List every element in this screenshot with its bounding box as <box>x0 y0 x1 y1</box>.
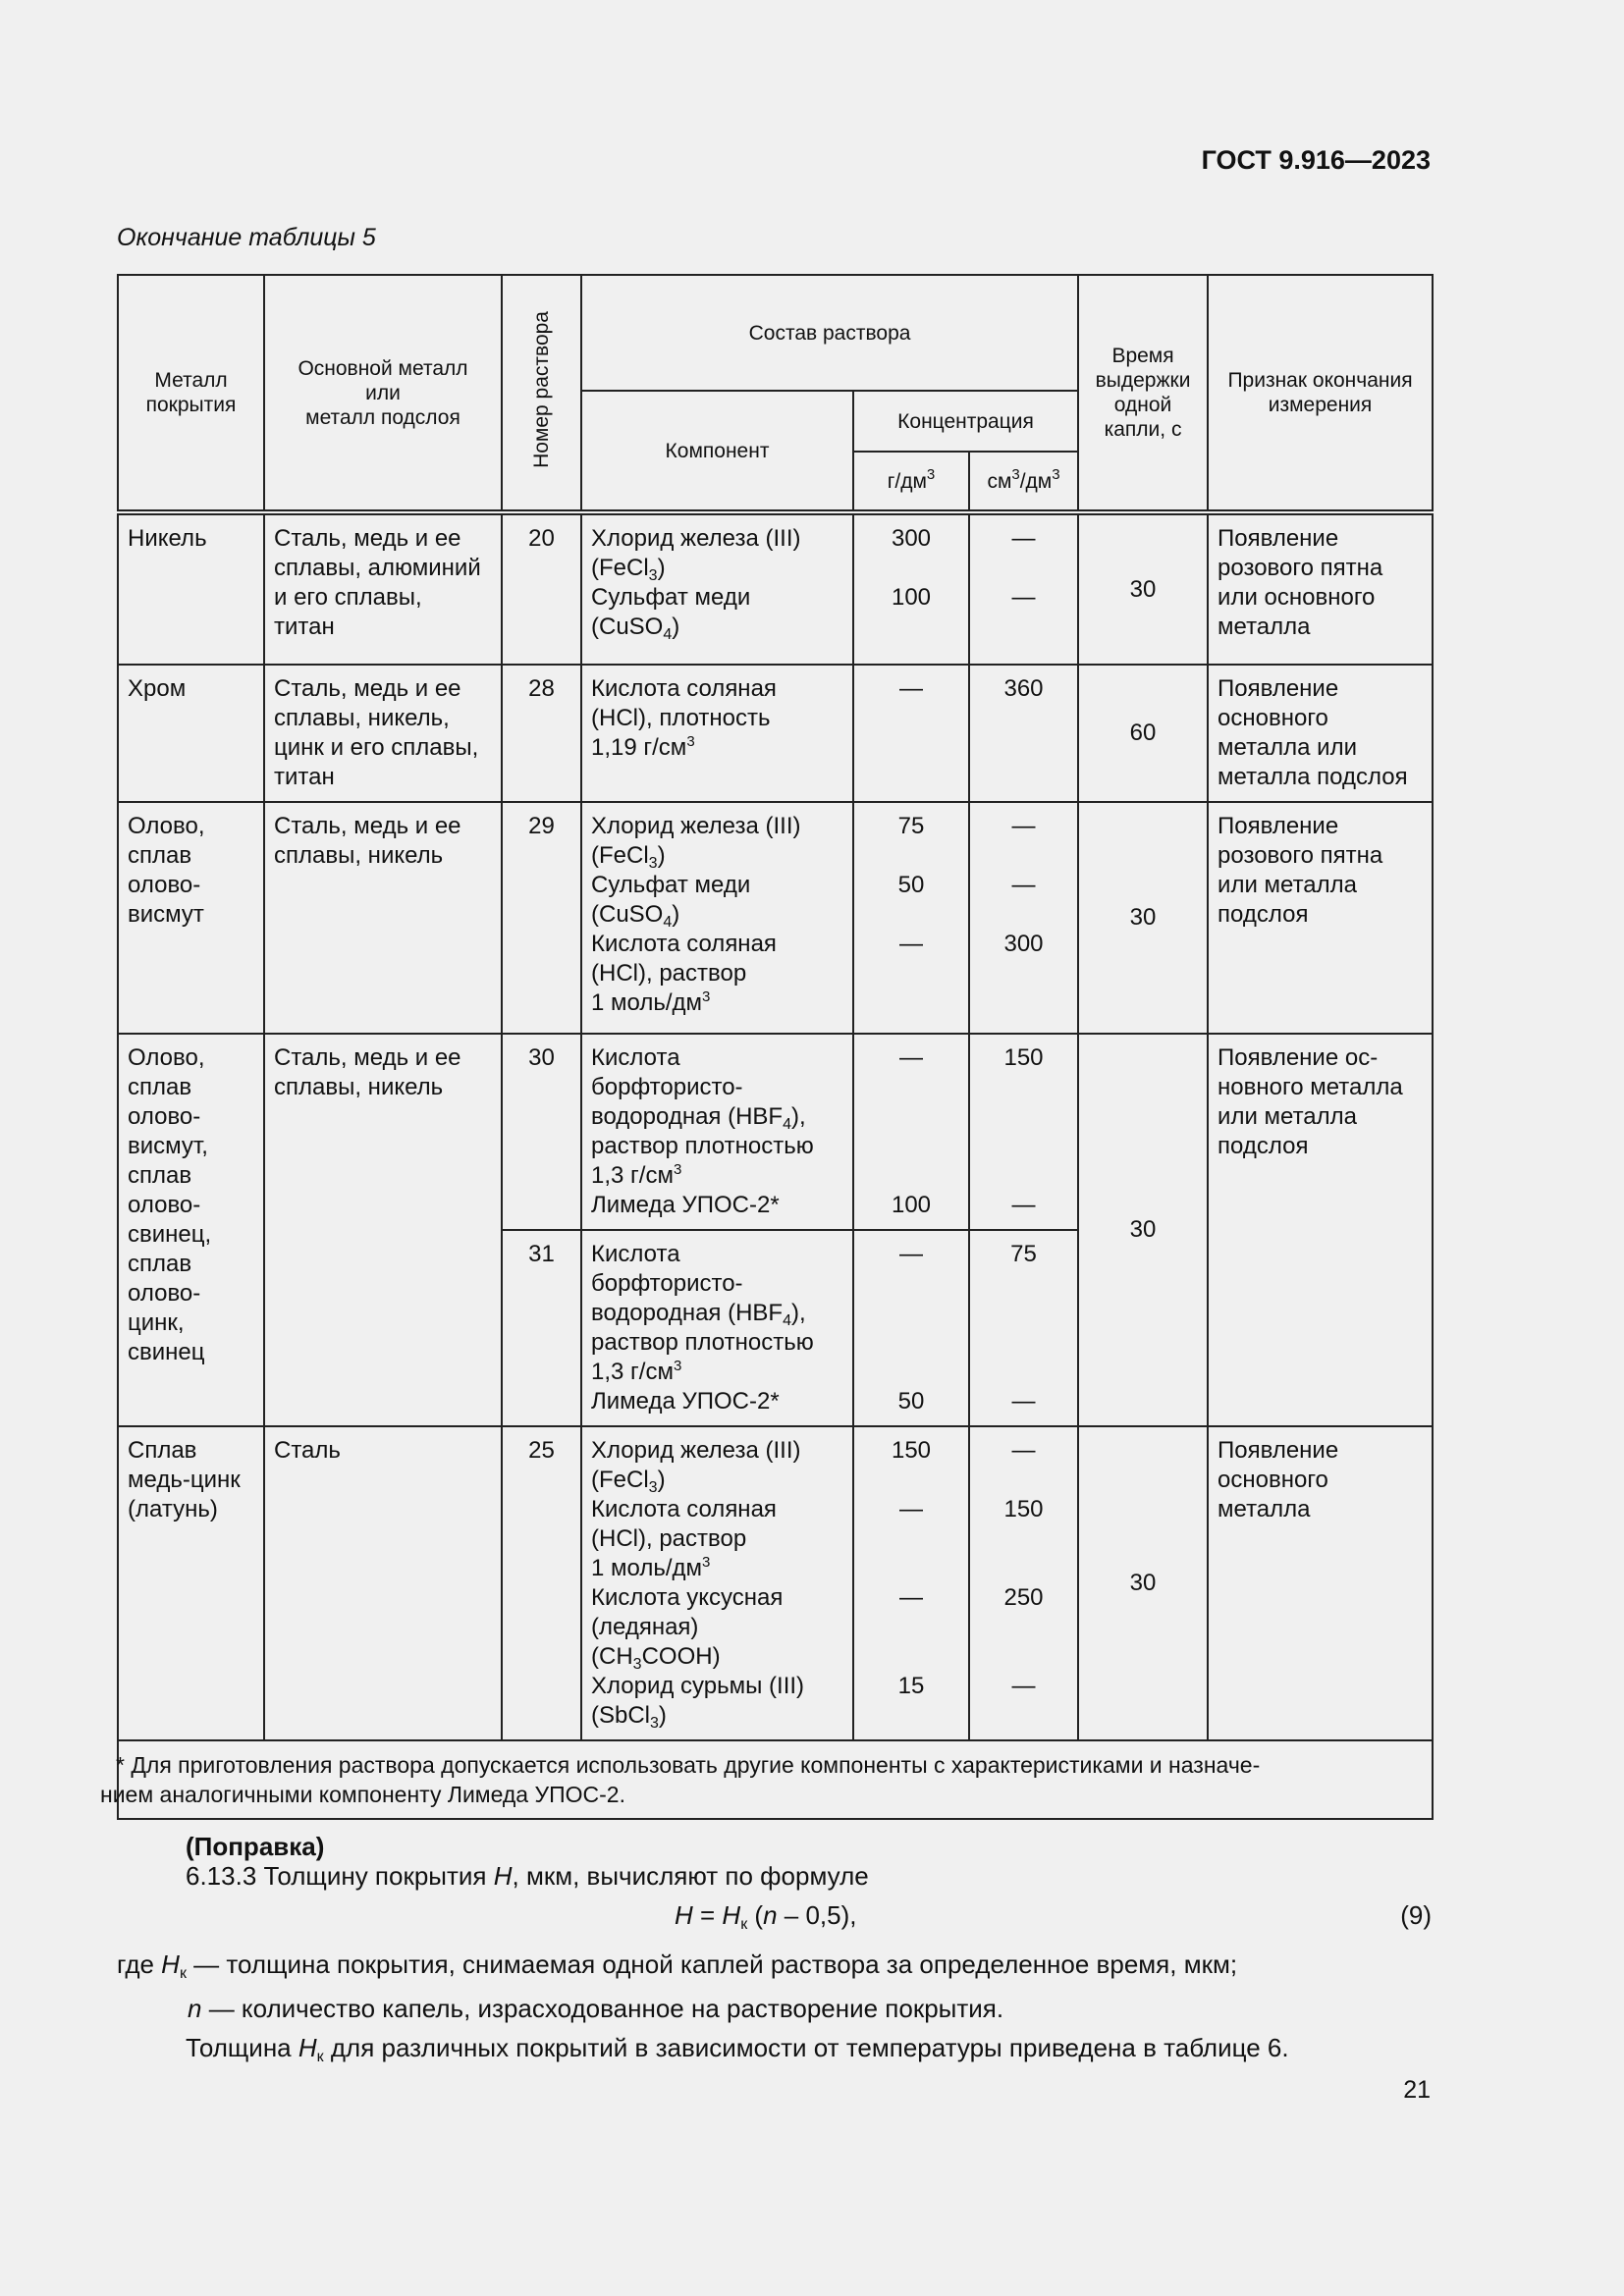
concentration-cm-cell: — — <box>969 512 1078 665</box>
concentration-cm-cell: 360 <box>969 665 1078 802</box>
table-footnote-row <box>118 1740 1433 1819</box>
header-solution-composition: Состав раствора <box>581 275 1078 391</box>
end-sign-cell: Появление розового пятна или металла подслоя <box>1208 802 1433 1034</box>
solution-number-cell: 25 <box>502 1426 581 1740</box>
hold-time-cell: 30 <box>1078 1034 1208 1426</box>
coating-metal-cell: Олово, сплав олово- висмут <box>118 802 264 1034</box>
base-metal-cell: Сталь, медь и ее сплавы, никель <box>264 1034 502 1426</box>
table-footnote: * Для приготовления раствора допускается использовать другие компоненты с характеристиками и назначе- нием аналогичными компоненту Лимеда УПОС-2. <box>118 1740 1433 1819</box>
concentration-g-cell: 75 50 — <box>853 802 969 1034</box>
end-sign-cell: Появление основного металла или металла подслоя <box>1208 665 1433 802</box>
hold-time-cell: 30 <box>1078 512 1208 665</box>
page-number: 21 <box>1403 2076 1431 2104</box>
component-cell: Хлорид железа (III) (FeCl$_3$) Сульфат меди (CuSO$_4$) <box>581 512 853 665</box>
end-sign-cell: Появление основного металла <box>1208 1426 1433 1740</box>
header-coating-metal: Металл покрытия <box>118 275 264 512</box>
header-hold-time: Время выдержки одной капли, с <box>1078 275 1208 512</box>
table-row <box>118 802 1433 1034</box>
component-cell: Хлорид железа (III) (FeCl$_3$) Кислота соляная (HCl), раствор 1 моль/$дм^3$ Кислота уксусная (ледяная) $(CH_3COOH)$ Хлорид сурьмы (III) (SbCl$_3$) <box>581 1426 853 1740</box>
header-concentration: Концентрация <box>853 391 1078 452</box>
solution-number-cell: 28 <box>502 665 581 802</box>
component-cell: Кислота борфтористо- водородная $(HBF_4)$, раствор плотностью 1,3 $г/см^3$ Лимеда УПОС-2* <box>581 1034 853 1230</box>
component-cell: Кислота борфтористо- водородная $(HBF_4)$, раствор плотностью 1,3 $г/см^3$ Лимеда УПОС-2* <box>581 1230 853 1426</box>
concentration-cm-cell: — 150 250 — <box>969 1426 1078 1740</box>
header-base-metal: Основной металл или металл подслоя <box>264 275 502 512</box>
base-metal-cell: Сталь, медь и ее сплавы, алюминий и его сплавы, титан <box>264 512 502 665</box>
solution-number-cell: 30 <box>502 1034 581 1230</box>
component-cell: Хлорид железа (III) (FeCl$_3$) Сульфат меди (CuSO$_4$) Кислота соляная (HCl), раствор 1 моль/$дм^3$ <box>581 802 853 1034</box>
table-caption: Окончание таблицы 5 <box>117 224 376 251</box>
concentration-g-cell: — 100 <box>853 1034 969 1230</box>
base-metal-cell: Сталь <box>264 1426 502 1740</box>
standard-number: ГОСТ 9.916—2023 <box>1201 145 1431 175</box>
solution-number-cell: 29 <box>502 802 581 1034</box>
header-solution-number: Номер раствора <box>502 275 581 512</box>
table-row <box>118 1034 1433 1230</box>
concentration-g-cell: 150 — — 15 <box>853 1426 969 1740</box>
header-end-sign: Признак окончания измерения <box>1208 275 1433 512</box>
header-component: Компонент <box>581 391 853 512</box>
header-unit-cm3-dm3: $см^3/дм^3$ <box>969 452 1078 512</box>
hold-time-cell: 30 <box>1078 802 1208 1034</box>
concentration-g-cell: — <box>853 665 969 802</box>
end-sign-cell: Появление розового пятна или основного металла <box>1208 512 1433 665</box>
equation-number: (9) <box>1400 1900 1432 1930</box>
end-sign-cell: Появление ос- новного металла или металла подслоя <box>1208 1034 1433 1426</box>
concentration-cm-cell: — — 300 <box>969 802 1078 1034</box>
concentration-g-cell: 300 100 <box>853 512 969 665</box>
coating-metal-cell: Сплав медь-цинк (латунь) <box>118 1426 264 1740</box>
table-row <box>118 1426 1433 1740</box>
concentration-g-cell: — 50 <box>853 1230 969 1426</box>
solution-number-cell: 20 <box>502 512 581 665</box>
solution-number-cell: 31 <box>502 1230 581 1426</box>
base-metal-cell: Сталь, медь и ее сплавы, никель, цинк и его сплавы, титан <box>264 665 502 802</box>
base-metal-cell: Сталь, медь и ее сплавы, никель <box>264 802 502 1034</box>
hold-time-cell: 30 <box>1078 1426 1208 1740</box>
concentration-cm-cell: 75 — <box>969 1230 1078 1426</box>
coating-metal-cell: Хром <box>118 665 264 802</box>
coating-metal-cell: Олово, сплав олово- висмут, сплав олово- свинец, сплав олово- цинк, свинец <box>118 1034 264 1426</box>
table-row <box>118 665 1433 802</box>
hold-time-cell: 60 <box>1078 665 1208 802</box>
coating-metal-cell: Никель <box>118 512 264 665</box>
component-cell: Кислота соляная (HCl), плотность 1,19 $г/см^3$ <box>581 665 853 802</box>
table-5-continuation <box>100 274 1434 1820</box>
header-unit-g-dm3: $г/дм^3$ <box>853 452 969 512</box>
concentration-cm-cell: 150 — <box>969 1034 1078 1230</box>
table-row <box>118 512 1433 665</box>
